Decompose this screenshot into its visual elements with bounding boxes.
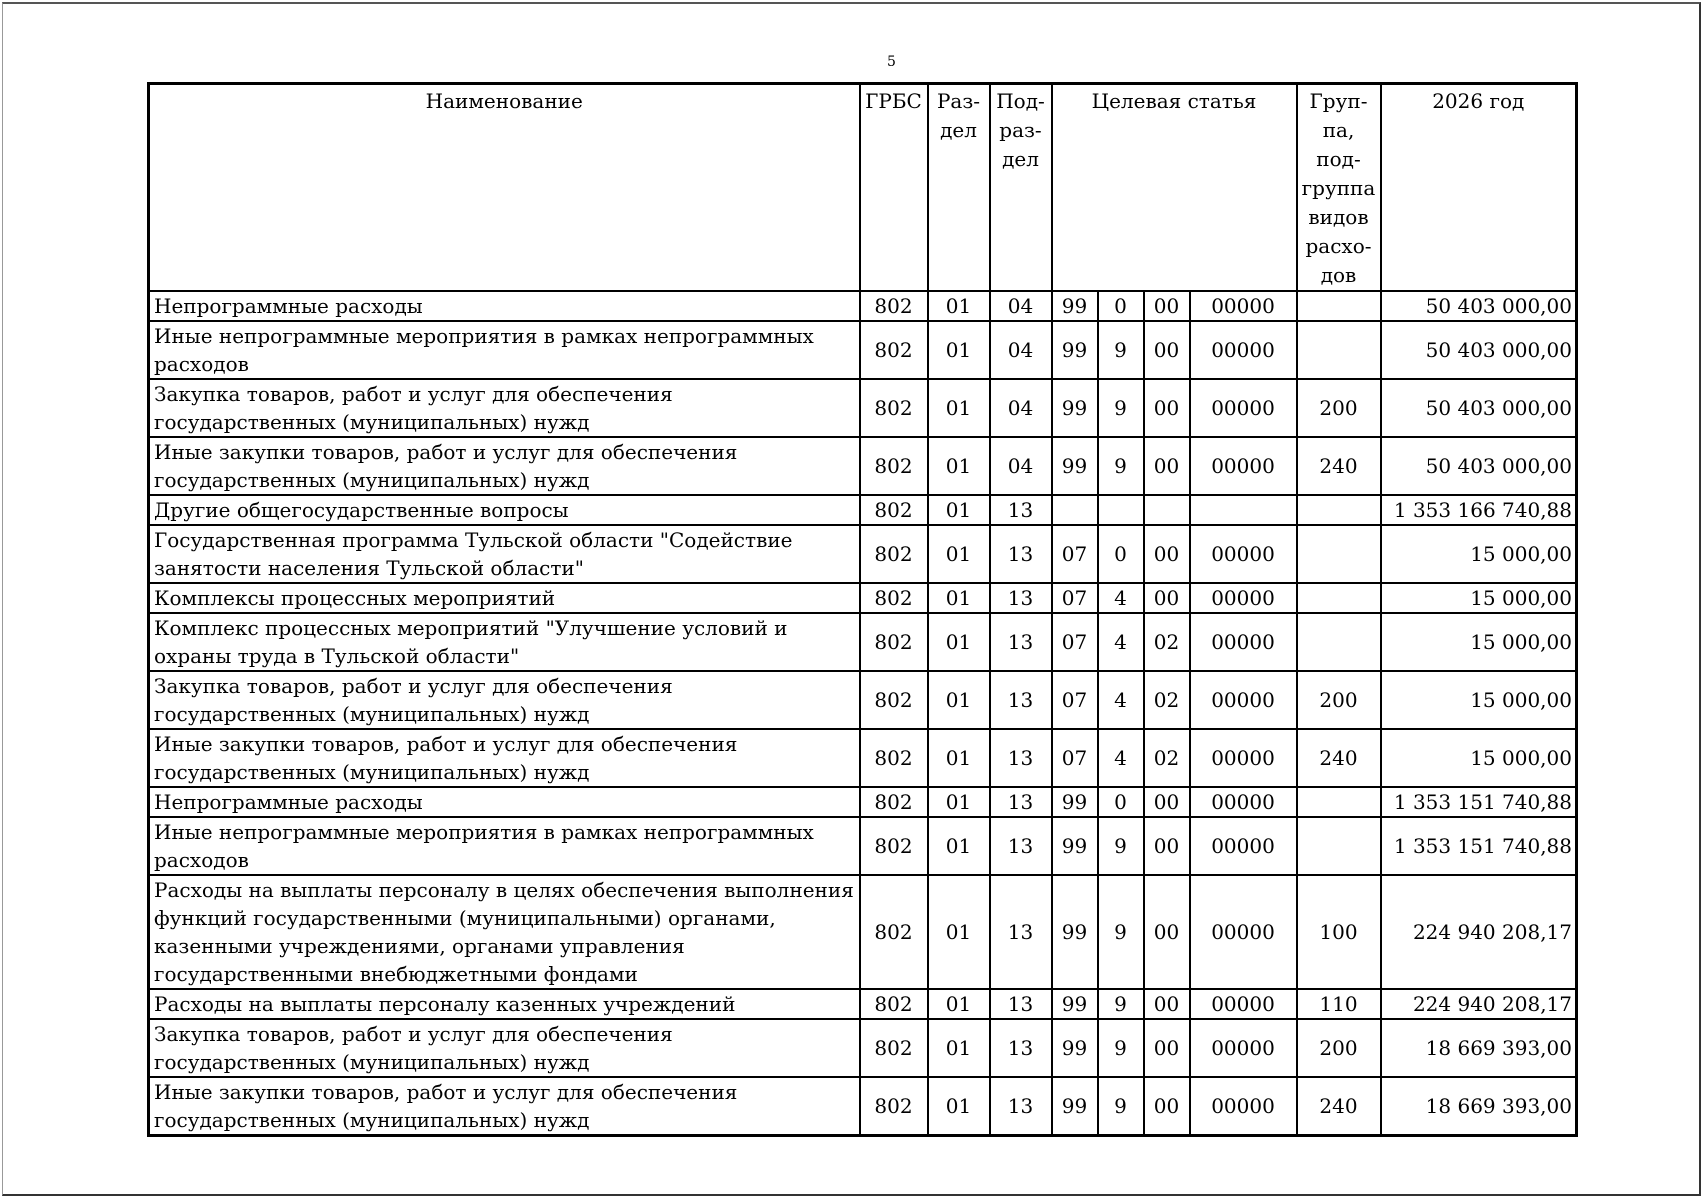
cell-target-type: 0 xyxy=(1098,787,1144,817)
cell-amount: 50 403 000,00 xyxy=(1381,437,1577,495)
cell-target-direction: 00000 xyxy=(1190,817,1297,875)
cell-podrazdel: 13 xyxy=(990,989,1052,1019)
cell-target-type: 4 xyxy=(1098,671,1144,729)
cell-target-structure: 00 xyxy=(1144,525,1190,583)
cell-amount: 224 940 208,17 xyxy=(1381,989,1577,1019)
cell-name: Закупка товаров, работ и услуг для обеспечения государственных (муниципальных) нужд xyxy=(149,379,860,437)
cell-target-type: 9 xyxy=(1098,989,1144,1019)
cell-expense-group: 240 xyxy=(1297,729,1381,787)
cell-target-program: 99 xyxy=(1052,379,1098,437)
cell-target-structure: 00 xyxy=(1144,437,1190,495)
cell-target-structure: 00 xyxy=(1144,989,1190,1019)
cell-podrazdel: 13 xyxy=(990,729,1052,787)
page-number: 5 xyxy=(887,54,896,70)
cell-name: Другие общегосударственные вопросы xyxy=(149,495,860,525)
cell-target-structure: 00 xyxy=(1144,291,1190,321)
cell-grbs: 802 xyxy=(860,671,928,729)
cell-razdel: 01 xyxy=(928,817,990,875)
header-year: 2026 год xyxy=(1381,84,1577,292)
cell-expense-group xyxy=(1297,495,1381,525)
cell-expense-group xyxy=(1297,321,1381,379)
table-row xyxy=(149,817,1577,875)
cell-name: Расходы на выплаты персоналу казенных учреждений xyxy=(149,989,860,1019)
cell-expense-group xyxy=(1297,583,1381,613)
cell-amount: 15 000,00 xyxy=(1381,729,1577,787)
cell-podrazdel: 04 xyxy=(990,321,1052,379)
header-grbs: ГРБС xyxy=(860,84,928,292)
header-podrazdel: Под- раз- дел xyxy=(990,84,1052,292)
header-target-article: Целевая статья xyxy=(1052,84,1297,292)
table-row xyxy=(149,1077,1577,1136)
cell-grbs: 802 xyxy=(860,817,928,875)
cell-target-structure: 02 xyxy=(1144,613,1190,671)
cell-target-direction: 00000 xyxy=(1190,875,1297,989)
cell-target-direction: 00000 xyxy=(1190,583,1297,613)
cell-target-program: 07 xyxy=(1052,613,1098,671)
cell-grbs: 802 xyxy=(860,291,928,321)
cell-razdel: 01 xyxy=(928,321,990,379)
cell-name: Иные закупки товаров, работ и услуг для обеспечения государственных (муниципальных) нужд xyxy=(149,729,860,787)
table-row xyxy=(149,525,1577,583)
cell-target-type: 0 xyxy=(1098,525,1144,583)
table-row xyxy=(149,613,1577,671)
cell-target-type: 9 xyxy=(1098,1019,1144,1077)
cell-podrazdel: 13 xyxy=(990,525,1052,583)
cell-grbs: 802 xyxy=(860,437,928,495)
cell-target-structure: 00 xyxy=(1144,875,1190,989)
table-row xyxy=(149,583,1577,613)
cell-podrazdel: 04 xyxy=(990,379,1052,437)
table-row xyxy=(149,787,1577,817)
cell-amount: 18 669 393,00 xyxy=(1381,1077,1577,1136)
cell-razdel: 01 xyxy=(928,787,990,817)
cell-grbs: 802 xyxy=(860,321,928,379)
cell-razdel: 01 xyxy=(928,613,990,671)
cell-target-direction: 00000 xyxy=(1190,1077,1297,1136)
cell-razdel: 01 xyxy=(928,989,990,1019)
cell-amount: 1 353 151 740,88 xyxy=(1381,817,1577,875)
cell-target-structure: 02 xyxy=(1144,671,1190,729)
cell-target-program: 99 xyxy=(1052,321,1098,379)
cell-target-structure: 00 xyxy=(1144,817,1190,875)
cell-target-direction: 00000 xyxy=(1190,437,1297,495)
cell-target-program: 07 xyxy=(1052,525,1098,583)
cell-podrazdel: 04 xyxy=(990,291,1052,321)
cell-target-type: 4 xyxy=(1098,583,1144,613)
cell-razdel: 01 xyxy=(928,875,990,989)
cell-target-program: 99 xyxy=(1052,817,1098,875)
cell-podrazdel: 13 xyxy=(990,1019,1052,1077)
cell-expense-group xyxy=(1297,291,1381,321)
header-expense-group: Груп- па, под- группа видов расхо- дов xyxy=(1297,84,1381,292)
cell-target-type: 9 xyxy=(1098,437,1144,495)
cell-name: Иные закупки товаров, работ и услуг для обеспечения государственных (муниципальных) нужд xyxy=(149,1077,860,1136)
cell-expense-group: 240 xyxy=(1297,1077,1381,1136)
cell-target-type: 9 xyxy=(1098,321,1144,379)
cell-target-structure: 00 xyxy=(1144,1019,1190,1077)
cell-target-structure: 00 xyxy=(1144,379,1190,437)
cell-target-type: 4 xyxy=(1098,729,1144,787)
cell-target-type: 0 xyxy=(1098,291,1144,321)
table-row xyxy=(149,671,1577,729)
cell-razdel: 01 xyxy=(928,437,990,495)
cell-grbs: 802 xyxy=(860,1019,928,1077)
cell-target-direction: 00000 xyxy=(1190,379,1297,437)
cell-name: Расходы на выплаты персоналу в целях обеспечения выполнения функций государственными (муниципальными) органами, казенными учреждениями, органами управления государственными внебюджетными фондами xyxy=(149,875,860,989)
cell-target-direction: 00000 xyxy=(1190,613,1297,671)
cell-podrazdel: 13 xyxy=(990,583,1052,613)
cell-target-direction: 00000 xyxy=(1190,729,1297,787)
cell-target-type: 9 xyxy=(1098,379,1144,437)
cell-podrazdel: 13 xyxy=(990,671,1052,729)
cell-expense-group: 240 xyxy=(1297,437,1381,495)
cell-target-direction: 00000 xyxy=(1190,291,1297,321)
cell-name: Иные непрограммные мероприятия в рамках непрограммных расходов xyxy=(149,817,860,875)
cell-target-structure xyxy=(1144,495,1190,525)
cell-target-type: 9 xyxy=(1098,817,1144,875)
cell-target-structure: 00 xyxy=(1144,1077,1190,1136)
cell-amount: 15 000,00 xyxy=(1381,613,1577,671)
cell-name: Закупка товаров, работ и услуг для обеспечения государственных (муниципальных) нужд xyxy=(149,1019,860,1077)
cell-target-direction: 00000 xyxy=(1190,1019,1297,1077)
cell-razdel: 01 xyxy=(928,671,990,729)
table-row xyxy=(149,875,1577,989)
cell-podrazdel: 13 xyxy=(990,817,1052,875)
cell-target-direction: 00000 xyxy=(1190,671,1297,729)
cell-target-program: 99 xyxy=(1052,437,1098,495)
cell-podrazdel: 04 xyxy=(990,437,1052,495)
cell-razdel: 01 xyxy=(928,291,990,321)
cell-target-type xyxy=(1098,495,1144,525)
cell-target-structure: 02 xyxy=(1144,729,1190,787)
header-razdel: Раз- дел xyxy=(928,84,990,292)
cell-razdel: 01 xyxy=(928,1019,990,1077)
cell-expense-group xyxy=(1297,613,1381,671)
cell-target-direction: 00000 xyxy=(1190,321,1297,379)
cell-grbs: 802 xyxy=(860,525,928,583)
cell-name: Иные непрограммные мероприятия в рамках непрограммных расходов xyxy=(149,321,860,379)
cell-grbs: 802 xyxy=(860,1077,928,1136)
cell-podrazdel: 13 xyxy=(990,875,1052,989)
cell-grbs: 802 xyxy=(860,989,928,1019)
cell-expense-group: 200 xyxy=(1297,379,1381,437)
cell-target-program: 99 xyxy=(1052,875,1098,989)
cell-amount: 1 353 166 740,88 xyxy=(1381,495,1577,525)
cell-name: Комплексы процессных мероприятий xyxy=(149,583,860,613)
cell-razdel: 01 xyxy=(928,729,990,787)
cell-expense-group: 100 xyxy=(1297,875,1381,989)
cell-amount: 15 000,00 xyxy=(1381,671,1577,729)
cell-target-program: 07 xyxy=(1052,583,1098,613)
cell-grbs: 802 xyxy=(860,875,928,989)
cell-target-type: 9 xyxy=(1098,1077,1144,1136)
cell-target-program: 99 xyxy=(1052,1019,1098,1077)
cell-name: Непрограммные расходы xyxy=(149,787,860,817)
cell-amount: 50 403 000,00 xyxy=(1381,379,1577,437)
table-row xyxy=(149,495,1577,525)
cell-podrazdel: 13 xyxy=(990,1077,1052,1136)
table-row xyxy=(149,989,1577,1019)
cell-grbs: 802 xyxy=(860,583,928,613)
cell-razdel: 01 xyxy=(928,379,990,437)
cell-target-program: 07 xyxy=(1052,671,1098,729)
cell-target-structure: 00 xyxy=(1144,321,1190,379)
cell-amount: 1 353 151 740,88 xyxy=(1381,787,1577,817)
cell-razdel: 01 xyxy=(928,495,990,525)
table-row xyxy=(149,291,1577,321)
table-row xyxy=(149,379,1577,437)
cell-target-program: 07 xyxy=(1052,729,1098,787)
cell-expense-group xyxy=(1297,787,1381,817)
cell-expense-group: 110 xyxy=(1297,989,1381,1019)
cell-target-direction: 00000 xyxy=(1190,525,1297,583)
table-row xyxy=(149,321,1577,379)
cell-target-program: 99 xyxy=(1052,989,1098,1019)
cell-grbs: 802 xyxy=(860,379,928,437)
budget-table xyxy=(147,82,1578,1137)
cell-razdel: 01 xyxy=(928,583,990,613)
cell-expense-group xyxy=(1297,817,1381,875)
cell-target-structure: 00 xyxy=(1144,787,1190,817)
table-row xyxy=(149,1019,1577,1077)
cell-name: Непрограммные расходы xyxy=(149,291,860,321)
cell-grbs: 802 xyxy=(860,613,928,671)
cell-target-direction xyxy=(1190,495,1297,525)
cell-podrazdel: 13 xyxy=(990,495,1052,525)
cell-expense-group: 200 xyxy=(1297,671,1381,729)
cell-razdel: 01 xyxy=(928,525,990,583)
cell-amount: 15 000,00 xyxy=(1381,583,1577,613)
cell-target-program: 99 xyxy=(1052,1077,1098,1136)
cell-amount: 18 669 393,00 xyxy=(1381,1019,1577,1077)
table-row xyxy=(149,437,1577,495)
cell-name: Комплекс процессных мероприятий "Улучшение условий и охраны труда в Тульской области" xyxy=(149,613,860,671)
cell-amount: 224 940 208,17 xyxy=(1381,875,1577,989)
table-row xyxy=(149,729,1577,787)
cell-target-direction: 00000 xyxy=(1190,787,1297,817)
cell-target-type: 4 xyxy=(1098,613,1144,671)
cell-grbs: 802 xyxy=(860,495,928,525)
cell-grbs: 802 xyxy=(860,787,928,817)
cell-razdel: 01 xyxy=(928,1077,990,1136)
cell-podrazdel: 13 xyxy=(990,787,1052,817)
cell-target-program xyxy=(1052,495,1098,525)
cell-name: Иные закупки товаров, работ и услуг для обеспечения государственных (муниципальных) нужд xyxy=(149,437,860,495)
cell-target-type: 9 xyxy=(1098,875,1144,989)
cell-name: Государственная программа Тульской области "Содействие занятости населения Тульской области" xyxy=(149,525,860,583)
cell-name: Закупка товаров, работ и услуг для обеспечения государственных (муниципальных) нужд xyxy=(149,671,860,729)
cell-target-direction: 00000 xyxy=(1190,989,1297,1019)
table-body xyxy=(149,291,1577,1136)
header-name: Наименование xyxy=(149,84,860,292)
cell-target-structure: 00 xyxy=(1144,583,1190,613)
header-row xyxy=(149,84,1577,292)
cell-expense-group xyxy=(1297,525,1381,583)
cell-amount: 50 403 000,00 xyxy=(1381,321,1577,379)
cell-amount: 50 403 000,00 xyxy=(1381,291,1577,321)
cell-amount: 15 000,00 xyxy=(1381,525,1577,583)
cell-expense-group: 200 xyxy=(1297,1019,1381,1077)
cell-grbs: 802 xyxy=(860,729,928,787)
cell-podrazdel: 13 xyxy=(990,613,1052,671)
cell-target-program: 99 xyxy=(1052,291,1098,321)
cell-target-program: 99 xyxy=(1052,787,1098,817)
